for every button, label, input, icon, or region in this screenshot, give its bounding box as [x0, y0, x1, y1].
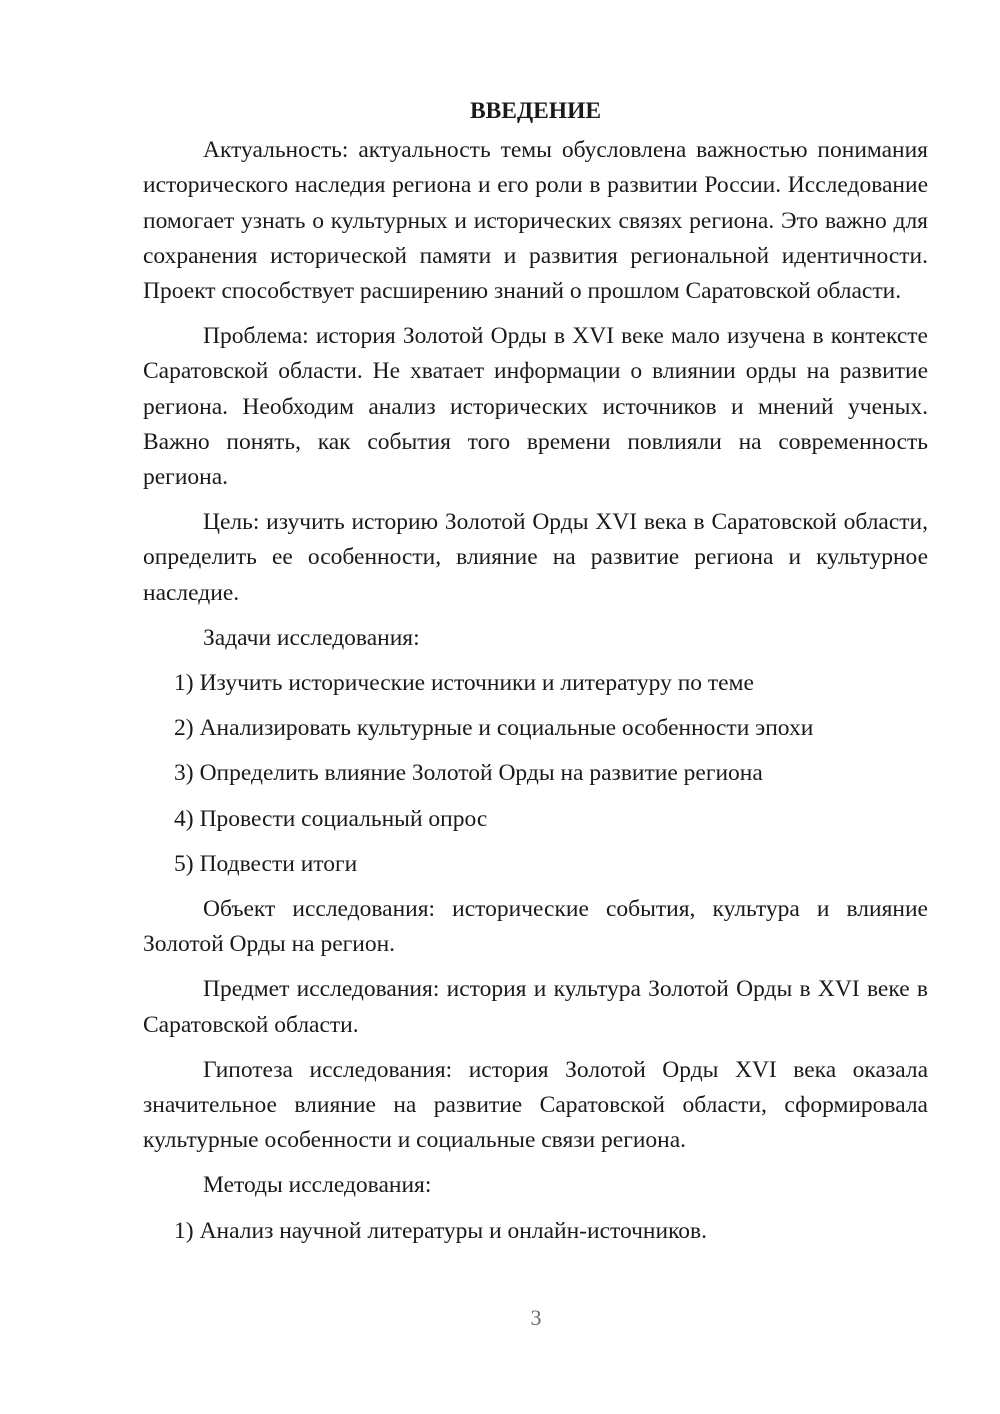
list-item: [143, 847, 928, 882]
list-item-number: 1): [174, 670, 194, 697]
list-item-number: 4): [174, 805, 194, 832]
section-title: ВВЕДЕНИЕ: [469, 98, 602, 124]
page-number: 3: [530, 1305, 542, 1330]
goal-paragraph: Цель: изучить историю Золотой Орды XVI века в Саратовской области, определить ее особенности, влияние на развитие региона и культурное наследие.: [143, 509, 928, 606]
tasks-heading: Задачи исследования:: [203, 624, 420, 651]
list-item-number: 3): [174, 760, 194, 787]
page-content: [143, 94, 928, 1259]
list-item-text: Изучить исторические источники и литературу по теме: [199, 670, 754, 697]
list-item-text: Анализировать культурные и социальные особенности эпохи: [199, 715, 814, 742]
list-item-text: Анализ научной литературы и онлайн-источников.: [199, 1217, 708, 1244]
list-item-text: Подвести итоги: [199, 850, 358, 877]
list-item: [143, 756, 928, 791]
list-item: [143, 711, 928, 746]
list-item-number: 1): [174, 1217, 194, 1244]
list-item: [143, 802, 928, 837]
relevance-paragraph: Актуальность: актуальность темы обусловлена важностью понимания исторического наследия региона и его роли в развитии России. Исследование помогает узнать о культурных и исторических связях региона. Это важно для сохранения исторической памяти и развития региональной идентичности. Проект способствует расширению знаний о прошлом Саратовской области.: [143, 137, 928, 305]
methods-list: [143, 1214, 928, 1249]
tasks-list: [143, 666, 928, 882]
hypothesis-paragraph: Гипотеза исследования: история Золотой Орды XVI века оказала значительное влияние на развитие Саратовской области, сформировала культурные особенности и социальные связи региона.: [143, 1056, 928, 1154]
object-paragraph: Объект исследования: исторические события, культура и влияние Золотой Орды на регион.: [143, 896, 928, 958]
list-item-text: Провести социальный опрос: [199, 805, 488, 832]
list-item-text: Определить влияние Золотой Орды на развитие региона: [199, 760, 763, 787]
subject-paragraph: Предмет исследования: история и культура Золотой Орды в XVI веке в Саратовской области.: [143, 976, 928, 1038]
list-item-number: 5): [174, 850, 194, 877]
problem-paragraph: Проблема: история Золотой Орды в XVI веке мало изучена в контексте Саратовской области. Не хватает информации о влиянии орды на развитие региона. Необходим анализ исторических источников и мнений ученых. Важно понять, как события того времени повлияли на современность региона.: [143, 323, 928, 491]
list-item: [143, 1214, 928, 1249]
list-item: [143, 666, 928, 701]
methods-heading: Методы исследования:: [203, 1172, 432, 1199]
list-item-number: 2): [174, 715, 194, 742]
